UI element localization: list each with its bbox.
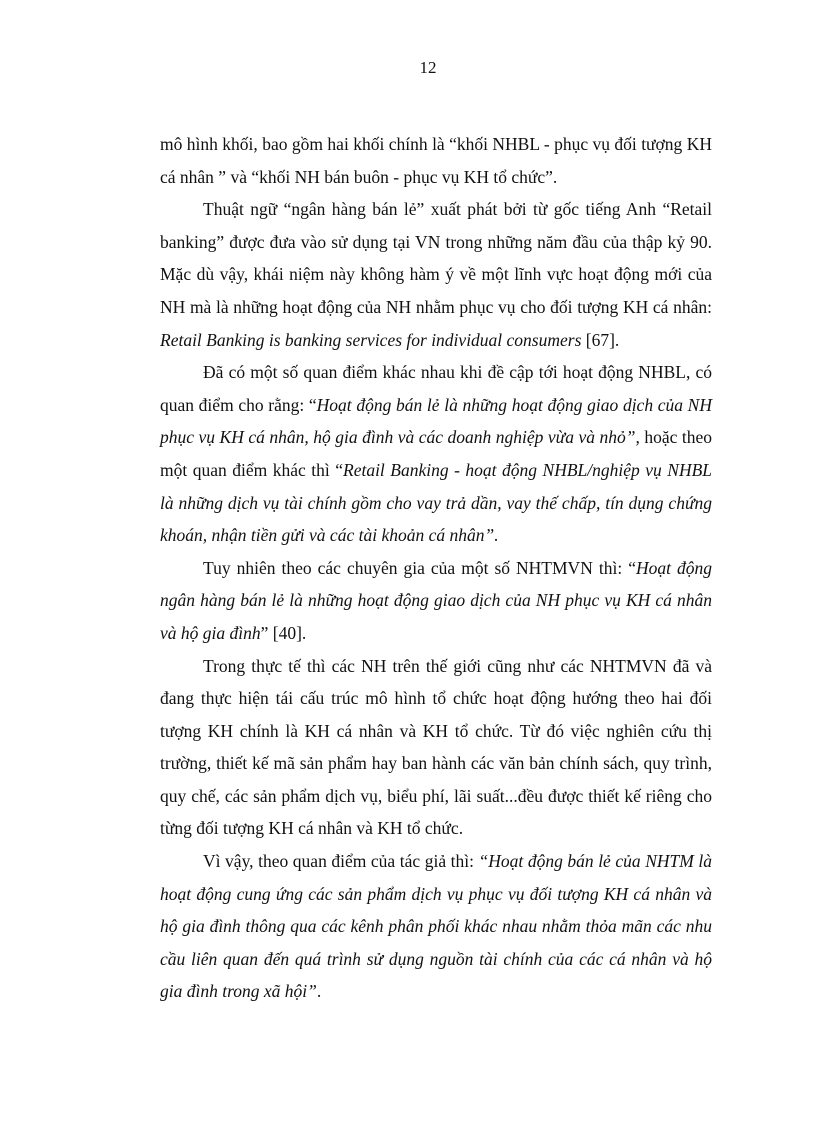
citation: ” [40]. [260,622,307,643]
citation: [67]. [581,329,620,350]
paragraph [160,193,712,356]
text-run: Vì vậy, theo quan điểm của tác giả thì: [203,851,479,872]
paragraph [160,356,712,552]
page-number: 12 [419,58,437,77]
text-run: Tuy nhiên theo các chuyên gia của một số NHTMVN thì: “ [203,557,636,578]
italic-text-run: “Hoạt động bán lẻ của NHTM là hoạt động cung ứng các sản phẩm dịch vụ phục vụ đối tượng KH cá nhân và hộ gia đình thông qua các kênh phân phối khác nhau nhằm thỏa mãn các nhu cầu liên quan đến quá trình sử dụng nguồn tài chính của các cá nhân và hộ gia đình trong xã hội” [160,851,712,1002]
body-text [160,128,712,1008]
italic-text-run: Retail Banking is banking services for individual consumers [160,329,582,350]
italic-text-run: Hoạt động bán lẻ là những hoạt động giao dịch của NH phục vụ KH cá nhân, hộ gia đình và các doanh nghiệp vừa và nhỏ”, [160,394,712,448]
text-run: Thuật ngữ “ngân hàng bán lẻ” xuất phát bởi từ gốc tiếng Anh “Retail banking” được đưa vào sử dụng tại VN trong những năm đầu của thập kỷ 90. Mặc dù vậy, khái niệm này không hàm ý về một lĩnh vực hoạt động mới của NH mà là những hoạt động của NH nhằm phục vụ cho đối tượng KH cá nhân: [160,199,712,317]
paragraph [160,650,712,846]
italic-text-run: Retail Banking - hoạt động NHBL/nghiệp vụ NHBL là những dịch vụ tài chính gồm cho vay trả dần, vay thế chấp, tín dụng chứng khoán, nhận tiền gửi và các tài khoản cá nhân”. [160,459,712,546]
paragraph [160,845,712,1008]
text-run: mô hình khối, bao gồm hai khối chính là “khối NHBL - phục vụ đối tượng KH cá nhân ” và “khối NH bán buôn - phục vụ KH tổ chức”. [160,134,712,187]
italic-text-run: Hoạt động ngân hàng bán lẻ là những hoạt động giao dịch của NH phục vụ KH cá nhân và hộ gia đình [160,557,713,643]
text-run: . [316,981,322,1002]
paragraph [160,552,712,650]
text-run: Đã có một số quan điểm khác nhau khi đề cập tới hoạt động NHBL, có quan điểm cho rằng: “ [160,362,712,415]
paragraph [160,128,712,193]
text-run: Trong thực tế thì các NH trên thế giới cũng như các NHTMVN đã và đang thực hiện tái cấu trúc mô hình tổ chức hoạt động hướng theo hai đối tượng KH chính là KH cá nhân và KH tổ chức. Từ đó việc nghiên cứu thị trường, thiết kế mã sản phẩm hay ban hành các văn bản chính sách, quy trình, quy chế, các sản phẩm dịch vụ, biểu phí, lãi suất...đều được thiết kế riêng cho từng đối tượng KH cá nhân và KH tổ chức. [160,655,712,839]
text-run: hoặc theo một quan điểm khác thì “ [160,427,712,480]
